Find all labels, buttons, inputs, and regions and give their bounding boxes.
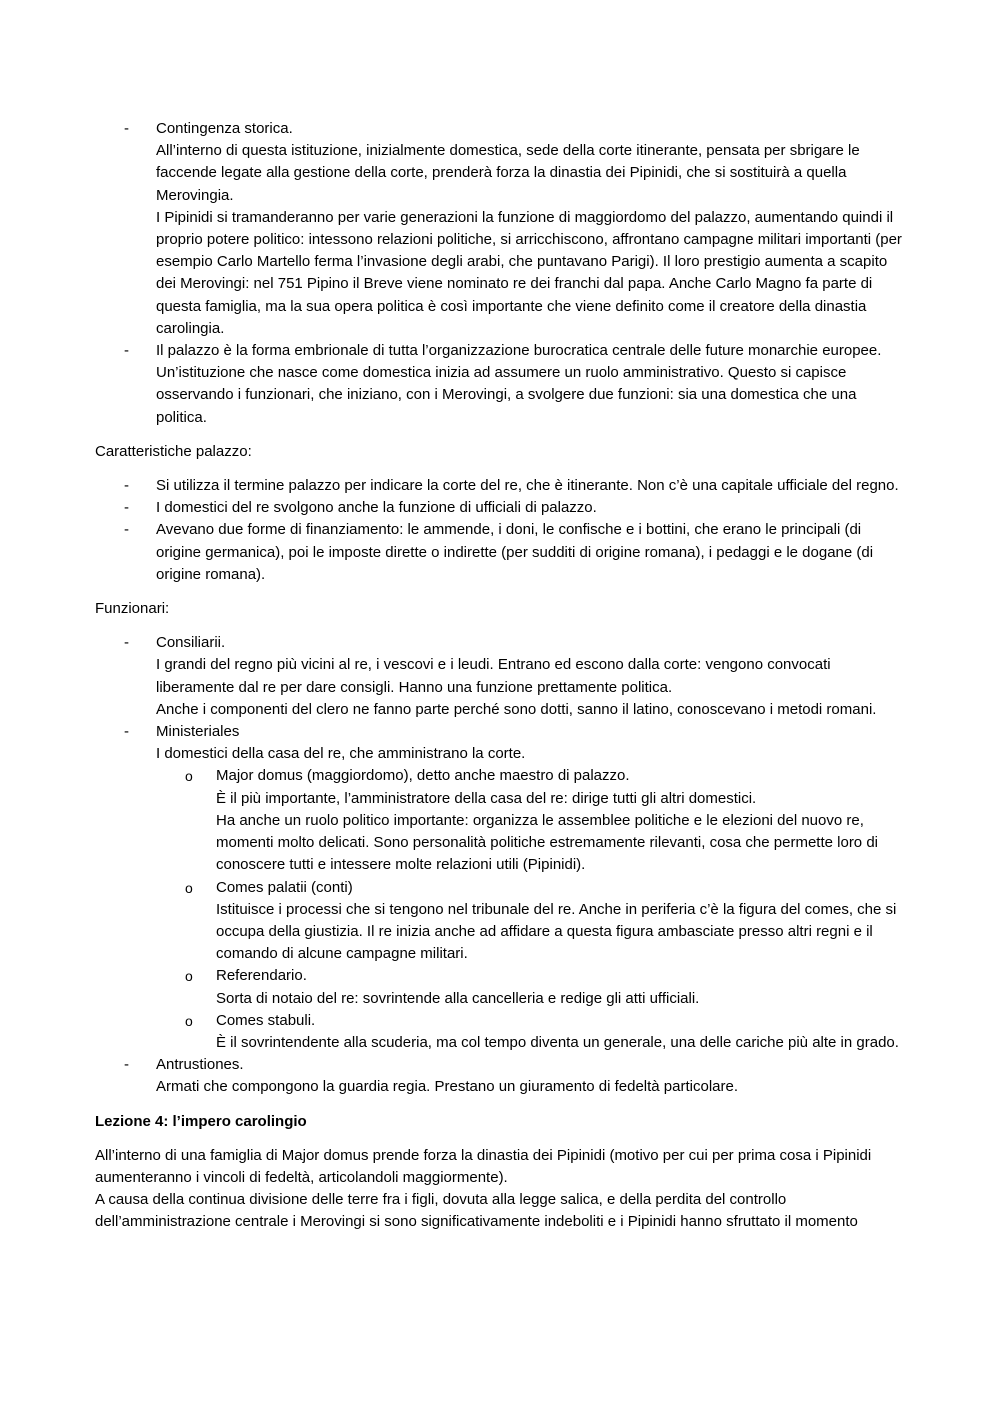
item-title: Contingenza storica. <box>156 120 293 137</box>
sub-list-item-comes-palatii <box>156 877 910 966</box>
circle-bullet: o <box>185 879 193 896</box>
item-title: Consiliarii. <box>156 634 226 652</box>
dash-bullet: - <box>124 1056 129 1074</box>
sub-bullet-list-ministeriales <box>156 765 910 1054</box>
item-text: Armati che compongono la guardia regia. Prestano un giuramento di fedeltà particolare. <box>156 1078 739 1096</box>
sub-item-text: È il più importante, l’amministratore della casa del re: dirige tutti gli altri domestici. <box>216 789 757 807</box>
dash-bullet: - <box>124 723 129 741</box>
sub-list-item-major-domus <box>156 765 910 876</box>
item-text: All’interno di questa istituzione, inizialmente domestica, sede della corte itinerante, pensata per sbrigare le faccende legate alla gestione della corte, prenderà forza la dinastia dei Pipinidi, che si sostituirà a quella Merovingia. <box>156 142 860 204</box>
bullet-list-palazzo <box>95 118 910 429</box>
item-text: I grandi del regno più vicini al re, i vescovi e i leudi. Entrano ed escono dalla corte: vengono convocati liberamente dal re per dare consigli. Hanno una funzione prettamente politica. <box>156 656 831 696</box>
section-label-funzionari: Funzionari: <box>95 600 170 618</box>
body-paragraph: A causa della continua divisione delle terre fra i figli, dovuta alla legge salica, e della perdita del controllo dell’amministrazione centrale i Merovingi si sono significativamente indeboliti e i Pipinidi hanno sfruttato il momento <box>95 1191 858 1231</box>
sub-item-text: È il sovrintendente alla scuderia, ma col tempo diventa un generale, una delle cariche più alte in grado. <box>216 1033 899 1051</box>
dash-bullet: - <box>124 477 129 495</box>
item-text: I domestici della casa del re, che amministrano la corte. <box>156 745 526 763</box>
list-item <box>95 475 910 497</box>
circle-bullet: o <box>185 768 193 785</box>
sub-item-text: Istituisce i processi che si tengono nel tribunale del re. Anche in periferia c’è la figura del comes, che si occupa della giustizia. Il re inizia anche ad affidare a questa figura ambasciate presso altri regni e il comando di alcune campagne militari. <box>216 900 897 963</box>
item-text: Anche i componenti del clero ne fanno parte perché sono dotti, sanno il latino, conoscevano i metodi romani. <box>156 700 877 718</box>
list-item-ministeriales <box>95 721 910 1054</box>
sub-item-title: Referendario. <box>216 967 307 985</box>
sub-item-text: Sorta di notaio del re: sovrintende alla cancelleria e redige gli atti ufficiali. <box>216 989 700 1007</box>
dash-bullet: - <box>124 120 129 137</box>
sub-item-title: Major domus (maggiordomo), detto anche maestro di palazzo. <box>216 767 630 785</box>
bullet-list-funzionari <box>95 632 910 1098</box>
circle-bullet: o <box>185 968 193 985</box>
list-item-consiliarii <box>95 632 910 721</box>
section-heading-lezione-4: Lezione 4: l’impero carolingio <box>95 1112 307 1130</box>
bullet-list-caratteristiche <box>95 475 910 586</box>
item-title: Antrustiones. <box>156 1056 244 1074</box>
dash-bullet: - <box>124 634 129 652</box>
item-text: I Pipinidi si tramanderanno per varie generazioni la funzione di maggiordomo del palazzo, aumentando quindi il proprio potere politico: intessono relazioni politiche, si arricchiscono, affrontano campagne militari importanti (per esempio Carlo Martello ferma l’invasione degli arabi, che puntavano Parigi). Il loro prestigio aumenta a scapito dei Merovingi: nel 751 Pipino il Breve viene nominato re dei franchi dal papa. Anche Carlo Magno fa parte di questa famiglia, ma la sua opera politica è così importante che viene definito come il creatore della dinastia carolingia. <box>156 208 902 337</box>
item-text: Avevano due forme di finanziamento: le ammende, i doni, le confische e i bottini, che erano le principali (di origine germanica), poi le imposte dirette o indirette (per sudditi di origine romana), i pedaggi e le dogane (di origine romana). <box>156 521 874 583</box>
item-text: Un’istituzione che nasce come domestica inizia ad assumere un ruolo amministrativo. Questo si capisce osservando i funzionari, che iniziano, con i Merovingi, a svolgere due funzioni: sia una domestica che una politica. <box>156 364 857 426</box>
item-title: Ministeriales <box>156 723 240 741</box>
circle-bullet: o <box>185 1012 193 1029</box>
item-text: Si utilizza il termine palazzo per indicare la corte del re, che è itinerante. Non c’è una capitale ufficiale del regno. <box>156 477 899 495</box>
document-body <box>95 118 910 1234</box>
list-item <box>95 118 910 340</box>
sub-list-item-comes-stabuli <box>156 1010 910 1054</box>
list-item <box>95 340 910 429</box>
sub-list-item-referendario <box>156 965 910 1009</box>
sub-item-text: Ha anche un ruolo politico importante: organizza le assemblee politiche e le elezioni del nuovo re, momenti molto delicati. Sono personalità politiche estremamente rilevanti, cosa che permette loro di conoscere tutti e intessere molte relazioni utili (Pipinidi). <box>216 811 878 874</box>
list-item-antrustiones <box>95 1054 910 1098</box>
sub-item-title: Comes palatii (conti) <box>216 878 353 896</box>
sub-item-title: Comes stabuli. <box>216 1011 316 1029</box>
body-paragraph: All’interno di una famiglia di Major domus prende forza la dinastia dei Pipinidi (motivo per cui per prima cosa i Pipinidi aumenteranno i vincoli di fedeltà, articolandoli maggiormente). <box>95 1146 872 1186</box>
dash-bullet: - <box>124 521 129 539</box>
item-title: Il palazzo è la forma embrionale di tutta l’organizzazione burocratica centrale delle future monarchie europee. <box>156 342 882 360</box>
section-label-caratteristiche: Caratteristiche palazzo: <box>95 442 252 460</box>
dash-bullet: - <box>124 499 129 517</box>
item-text: I domestici del re svolgono anche la funzione di ufficiali di palazzo. <box>156 499 597 517</box>
list-item <box>95 519 910 586</box>
dash-bullet: - <box>124 342 129 360</box>
list-item <box>95 497 910 519</box>
